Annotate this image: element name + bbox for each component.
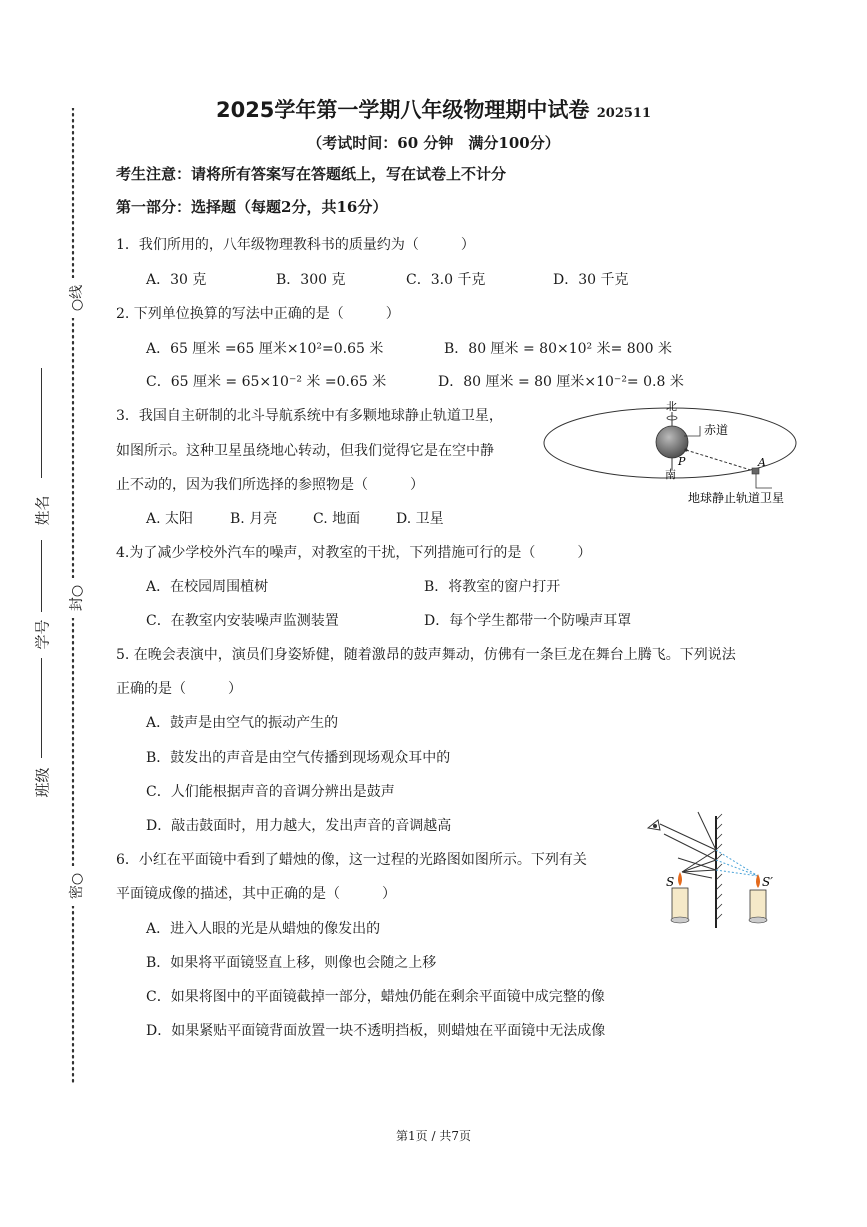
question-3-option-c[interactable]: C. 地面: [313, 511, 361, 527]
question-5-option-c[interactable]: C．人们能根据声音的音调分辨出是鼓声: [146, 784, 395, 800]
question-3-option-a[interactable]: A. 太阳: [146, 511, 194, 527]
question-3-stem-line-3: 止不动的，因为我们所选择的参照物是（ ）: [116, 477, 424, 493]
page-title-text: 2025学年第一学期八年级物理期中试卷: [215, 98, 590, 122]
question-6-option-b[interactable]: B．如果将平面镜竖直上移，则像也会随之上移: [146, 955, 437, 971]
question-2-option-b[interactable]: B．80 厘米 = 80×10² 米= 800 米: [444, 341, 672, 357]
question-1-option-a[interactable]: A．30 克: [146, 272, 207, 288]
label-a: A: [758, 456, 766, 469]
question-5-stem-line-2: 正确的是（ ）: [116, 681, 242, 697]
question-6-option-a[interactable]: A．进入人眼的光是从蜡烛的像发出的: [146, 921, 381, 937]
question-2-option-c[interactable]: C．65 厘米 = 65×10⁻² 米 =0.65 米: [146, 374, 387, 390]
question-3-stem-line-2: 如图所示。这种卫星虽绕地心转动，但我们觉得它是在空中静: [116, 443, 494, 459]
name-underline[interactable]: [41, 368, 42, 478]
page-footer: 第1页 / 共7页: [396, 1129, 471, 1143]
class-underline[interactable]: [41, 658, 42, 758]
label-south: 南: [665, 468, 676, 481]
mirror-figure: [638, 810, 784, 932]
question-5-option-a[interactable]: A．鼓声是由空气的振动产生的: [146, 715, 339, 731]
page-title: [0, 94, 867, 124]
exam-subtitle: （考试时间：60 分钟 满分100分）: [307, 134, 560, 152]
label-north: 北: [666, 400, 677, 413]
binding-mark-mi: 密○: [66, 866, 86, 906]
orbit-figure: [540, 398, 802, 510]
label-p: P: [678, 455, 686, 468]
question-4-option-d[interactable]: D．每个学生都带一个防噪声耳罩: [424, 613, 632, 629]
question-1-stem: 1．我们所用的，八年级物理教科书的质量约为（ ）: [116, 237, 475, 253]
label-s-prime: S′: [762, 875, 773, 889]
question-4-option-a[interactable]: A．在校园周围植树: [146, 579, 269, 595]
id-label: 学号: [33, 619, 52, 650]
label-equator: 赤道: [704, 423, 729, 437]
class-label: 班级: [33, 767, 52, 798]
satellite-leader: [756, 474, 772, 488]
question-3-stem-line-1: 3．我国自主研制的北斗导航系统中有多颗地球静止轨道卫星，: [116, 408, 503, 424]
question-4-option-b[interactable]: B．将教室的窗户打开: [424, 579, 561, 595]
question-4-stem: 4.为了减少学校外汽车的噪声，对教室的干扰，下列措施可行的是（ ）: [116, 545, 592, 561]
question-2-option-a[interactable]: A．65 厘米 =65 厘米×10²=0.65 米: [146, 341, 384, 357]
light-rays: [660, 812, 716, 878]
label-s: S: [666, 875, 675, 889]
question-5-stem-line-1: 5. 在晚会表演中，演员们身姿矫健，随着激昂的鼓声舞动，仿佛有一条巨龙在舞台上腾飞。下列说法: [116, 647, 736, 663]
binding-mark-feng: 封○: [66, 578, 86, 618]
question-1-option-b[interactable]: B．300 克: [276, 272, 346, 288]
question-1-option-d[interactable]: D．30 千克: [553, 272, 629, 288]
earth-globe: [656, 426, 688, 458]
name-label: 姓名: [33, 495, 52, 526]
question-2-option-d[interactable]: D．80 厘米 = 80 厘米×10⁻²= 0.8 米: [438, 374, 684, 390]
question-3-option-d[interactable]: D. 卫星: [396, 511, 444, 527]
question-6-option-d[interactable]: D．如果紧贴平面镜背面放置一块不透明挡板，则蜡烛在平面镜中无法成像: [146, 1023, 606, 1039]
question-3-option-b[interactable]: B. 月亮: [230, 511, 278, 527]
question-4-option-c[interactable]: C．在教室内安装噪声监测装置: [146, 613, 339, 629]
question-2-stem: 2. 下列单位换算的写法中正确的是（ ）: [116, 306, 400, 322]
binding-mark-xian: ○线: [66, 278, 86, 318]
p-to-satellite: [686, 450, 754, 471]
question-6-option-c[interactable]: C．如果将图中的平面镜截掉一部分，蜡烛仍能在剩余平面镜中成完整的像: [146, 989, 605, 1005]
virtual-rays: [716, 850, 758, 876]
question-6-stem-line-1: 6．小红在平面镜中看到了蜡烛的像，这一过程的光路图如图所示。下列有关: [116, 852, 587, 868]
eye-icon: [648, 820, 660, 830]
question-1-option-c[interactable]: C．3.0 千克: [406, 272, 486, 288]
question-6-stem-line-2: 平面镜成像的描述，其中正确的是（ ）: [116, 886, 396, 902]
exam-code: 202511: [596, 106, 652, 121]
section-heading: 第一部分：选择题（每题2分，共16分）: [116, 198, 388, 216]
label-satellite-caption: 地球静止轨道卫星: [688, 491, 785, 505]
question-5-option-d[interactable]: D．敲击鼓面时，用力越大，发出声音的音调越高: [146, 818, 452, 834]
question-5-option-b[interactable]: B．鼓发出的声音是由空气传播到现场观众耳中的: [146, 750, 451, 766]
id-underline[interactable]: [41, 540, 42, 612]
exam-notice: 考生注意：请将所有答案写在答题纸上，写在试卷上不计分: [116, 165, 507, 183]
